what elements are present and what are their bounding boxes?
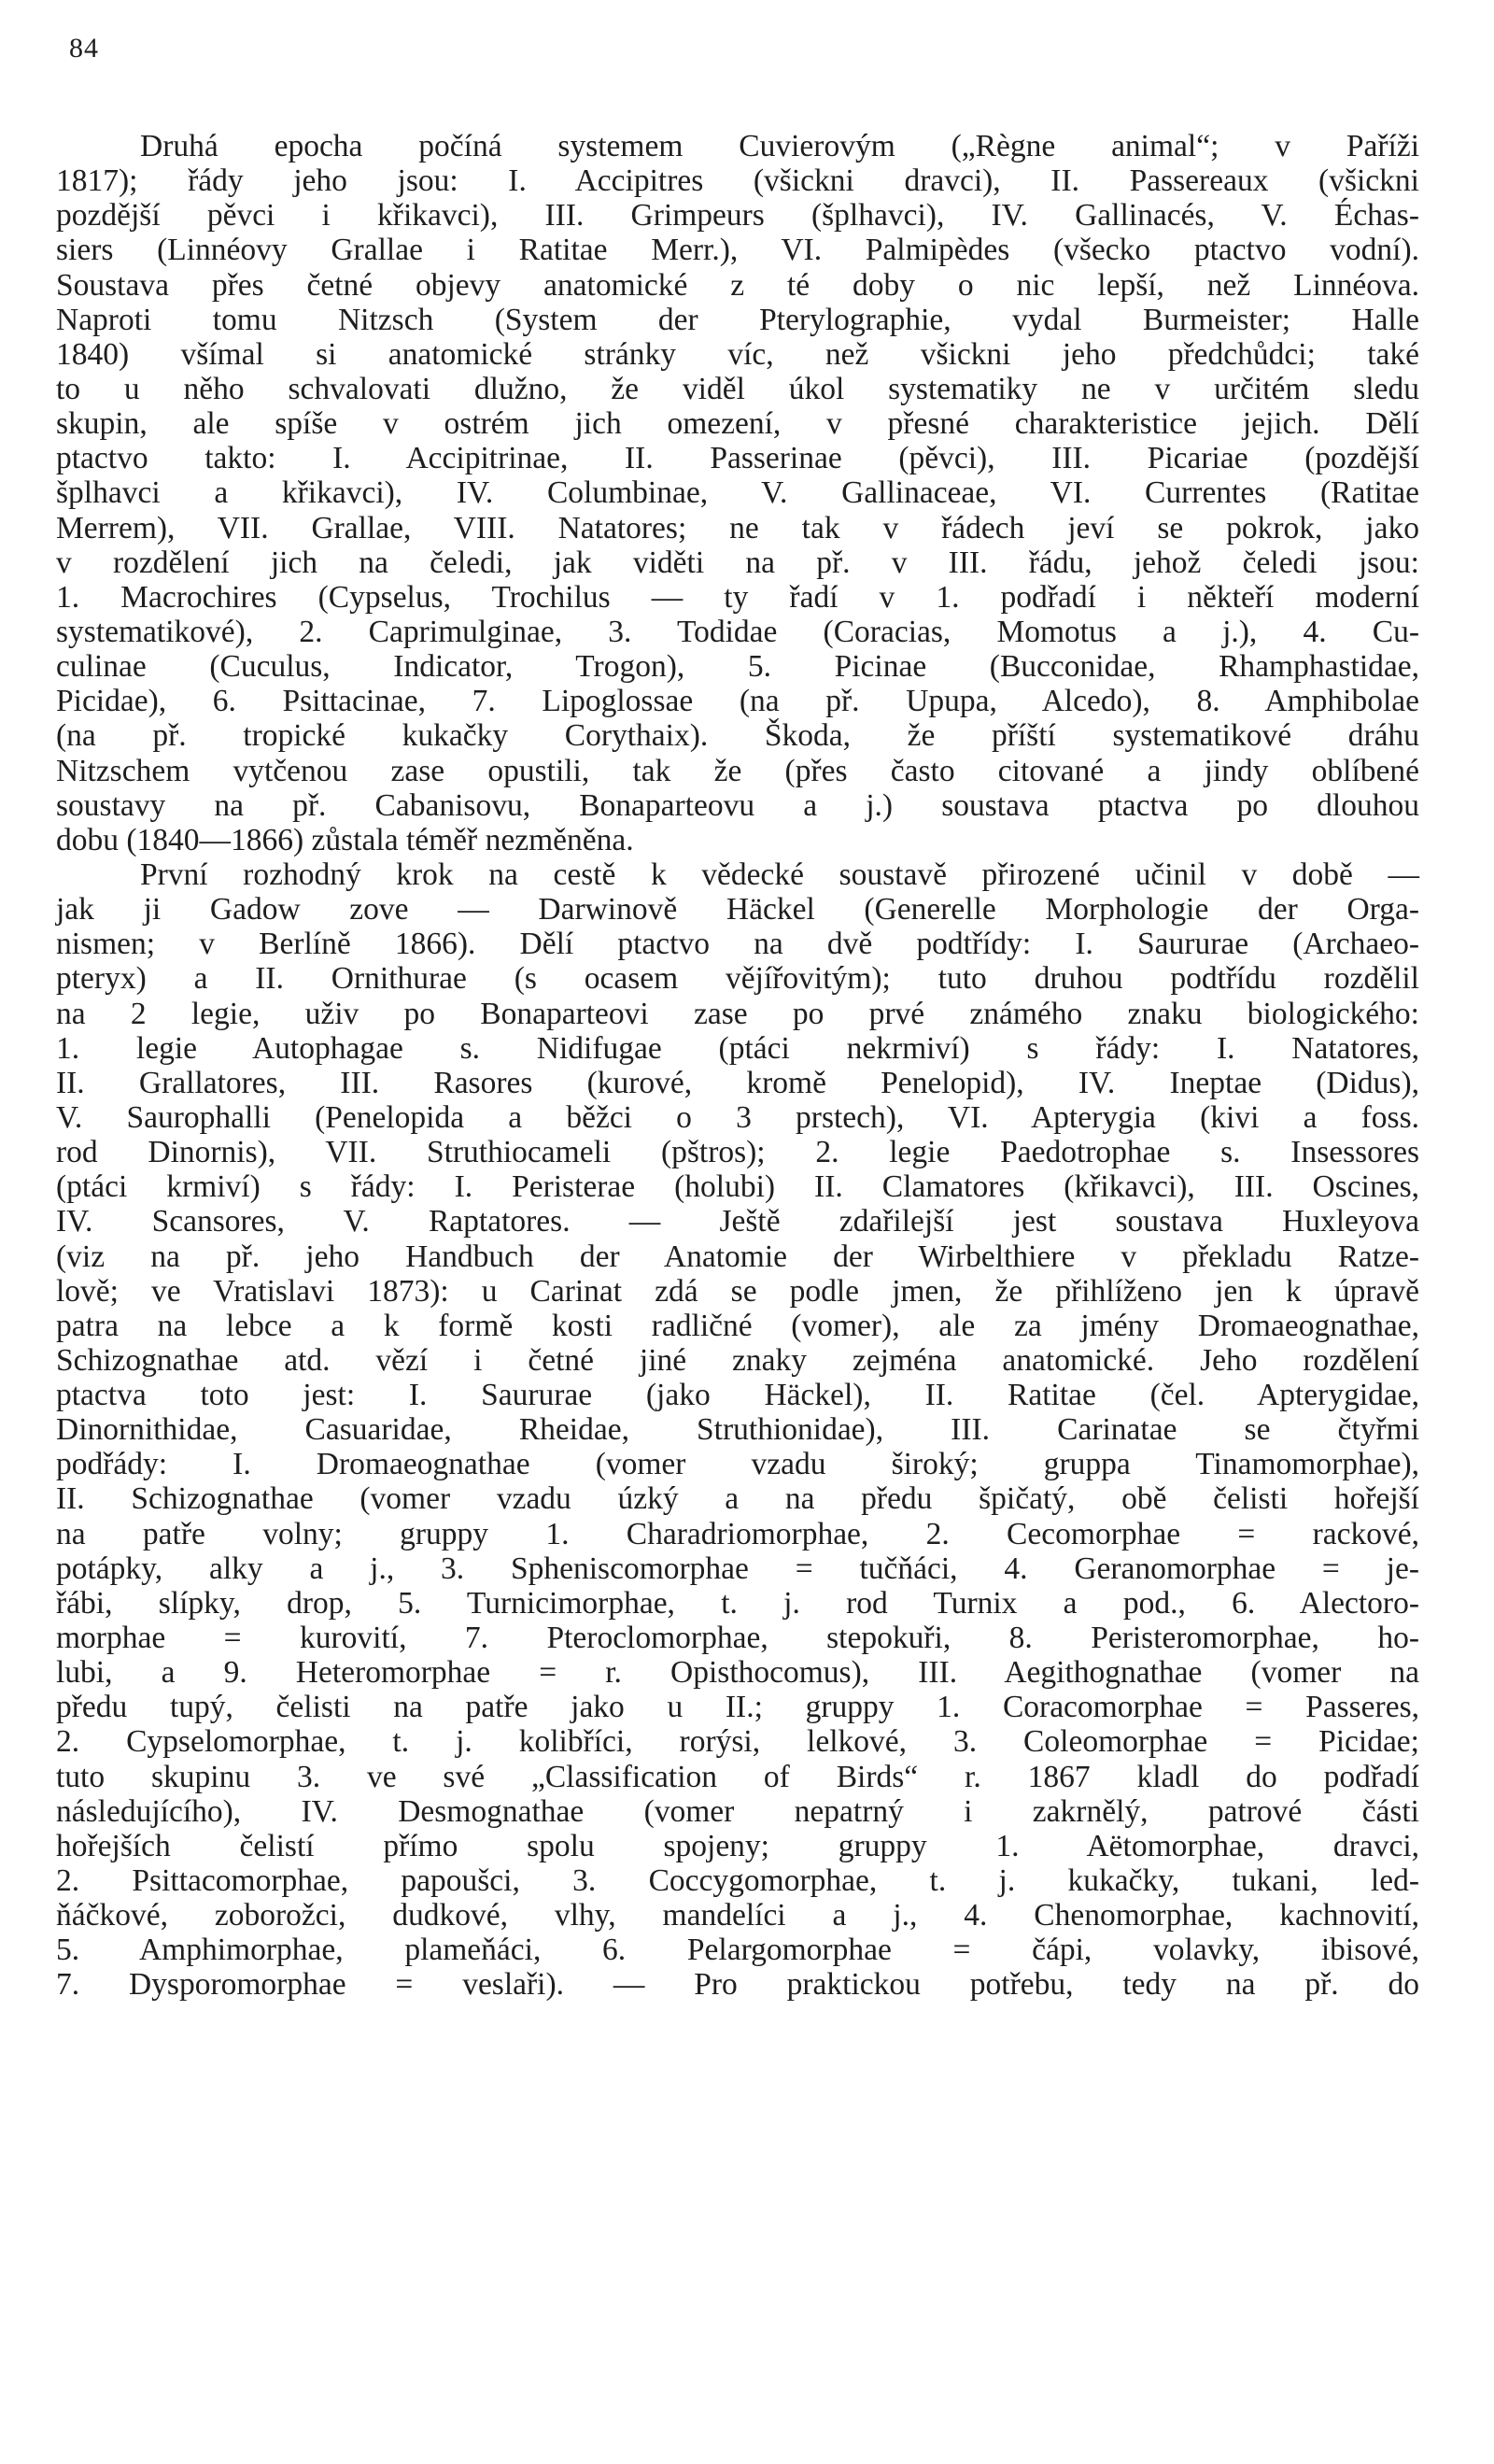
text-line: siers (Linnéovy Grallae i Ratitae Merr.), VI. Palmipèdes (všecko ptactvo vodní). — [56, 233, 1419, 268]
text-line: šplhavci a křikavci), IV. Columbinae, V. Gallinaceae, VI. Currentes (Ratitae — [56, 475, 1419, 511]
text-line: skupin, ale spíše v ostrém jich omezení, v přesné charakteristice jejich. Dělí — [56, 406, 1419, 442]
text-line: 2. Cypselomorphae, t. j. kolibříci, rorýsi, lelkové, 3. Coleomorphae = Picidae; — [56, 1724, 1419, 1760]
text-line: soustavy na př. Cabanisovu, Bonaparteovu a j.) soustava ptactva po dlouhou — [56, 787, 1419, 823]
text-line: (viz na př. jeho Handbuch der Anatomie der Wirbelthiere v překladu Ratze- — [56, 1239, 1419, 1274]
text-line: systematikové), 2. Caprimulginae, 3. Todidae (Coracias, Momotus a j.), 4. Cu- — [56, 614, 1419, 649]
text-line: Merrem), VII. Grallae, VIII. Natatores; ne tak v řádech jeví se pokrok, jako — [56, 510, 1419, 545]
text-line: následujícího), IV. Desmognathae (vomer nepatrný i zakrnělý, patrové části — [56, 1793, 1419, 1829]
text-line: ptactva toto jest: I. Saururae (jako Häckel), II. Ratitae (čel. Apterygidae, — [56, 1378, 1419, 1413]
text-line: podřády: I. Dromaeognathae (vomer vzadu široký; gruppa Tinamomorphae), — [56, 1447, 1419, 1482]
text-line: 7. Dysporomorphae = veslaři). — Pro praktickou potřebu, tedy na př. do — [56, 1967, 1419, 2003]
text-line: rod Dinornis), VII. Struthiocameli (pštros); 2. legie Paedotrophae s. Insessores — [56, 1135, 1419, 1170]
text-line: nismen; v Berlíně 1866). Dělí ptactvo na dvě podtřídy: I. Saururae (Archaeo- — [56, 927, 1419, 962]
text-line: V. Saurophalli (Penelopida a běžci o 3 prstech), VI. Apterygia (kivi a foss. — [56, 1099, 1419, 1135]
text-line: Druhá epocha počíná systemem Cuvierovým („Règne animal“; v Paříži — [140, 129, 1419, 163]
text-body — [56, 129, 1419, 2003]
text-line: 1817); řády jeho jsou: I. Accipitres (všickni dravci), II. Passereaux (všickni — [56, 163, 1419, 199]
text-line: (na př. tropické kukačky Corythaix). Škoda, že příští systematikové dráhu — [56, 718, 1419, 754]
text-line: morphae = kurovití, 7. Pteroclomorphae, stepokuři, 8. Peristeromorphae, ho- — [56, 1621, 1419, 1656]
text-line: lově; ve Vratislavi 1873): u Carinat zdá se podle jmen, že přihlíženo jen k úpravě — [56, 1273, 1419, 1309]
text-line: Naproti tomu Nitzsch (System der Pterylographie, vydal Burmeister; Halle — [56, 302, 1419, 337]
text-line: 2. Psittacomorphae, papoušci, 3. Coccygomorphae, t. j. kukačky, tukani, led- — [56, 1863, 1419, 1899]
text-line: na 2 legie, uživ po Bonaparteovi zase po prvé známého znaku biologického: — [56, 996, 1419, 1031]
text-line: (ptáci krmiví) s řády: I. Peristerae (holubi) II. Clamatores (křikavci), III. Oscines, — [56, 1169, 1419, 1205]
text-line: jak ji Gadow zove — Darwinově Häckel (Generelle Morphologie der Orga- — [56, 892, 1419, 928]
text-line: IV. Scansores, V. Raptatores. — Ještě zdařilejší jest soustava Huxleyova — [56, 1204, 1419, 1239]
text-line: Nitzschem vytčenou zase opustili, tak že (přes často citované a jindy oblíbené — [56, 753, 1419, 788]
text-line: to u něho schvalovati dlužno, že viděl úkol systematiky ne v určitém sledu — [56, 371, 1419, 406]
text-line: potápky, alky a j., 3. Spheniscomorphae = tučňáci, 4. Geranomorphae = je- — [56, 1551, 1419, 1586]
text-line: Soustava přes četné objevy anatomické z té doby o nic lepší, než Linnéova. — [56, 267, 1419, 303]
text-line: Dinornithidae, Casuaridae, Rheidae, Struthionidae), III. Carinatae se čtyřmi — [56, 1412, 1419, 1448]
text-line: ňáčkové, zoborožci, dudkové, vlhy, mandelíci a j., 4. Chenomorphae, kachnovití, — [56, 1898, 1419, 1933]
text-line: 1840) všímal si anatomické stránky víc, než všickni jeho předchůdci; také — [56, 336, 1419, 372]
text-line: Picidae), 6. Psittacinae, 7. Lipoglossae (na př. Upupa, Alcedo), 8. Amphibolae — [56, 684, 1419, 719]
text-line: v rozdělení jich na čeledi, jak viděti na př. v III. řádu, jehož čeledi jsou: — [56, 545, 1419, 580]
text-line: lubi, a 9. Heteromorphae = r. Opisthocomus), III. Aegithognathae (vomer na — [56, 1655, 1419, 1691]
page-number: 84 — [69, 33, 99, 64]
text-line: pteryx) a II. Ornithurae (s ocasem vějířovitým); tuto druhou podtřídu rozdělil — [56, 961, 1419, 997]
text-line: II. Schizognathae (vomer vzadu úzký a na předu špičatý, obě čelisti hořejší — [56, 1481, 1419, 1517]
text-line: První rozhodný krok na cestě k vědecké soustavě přirozené učinil v době — — [140, 857, 1419, 892]
text-line: tuto skupinu 3. ve své „Classification of Birds“ r. 1867 kladl do podřadí — [56, 1759, 1419, 1794]
text-line: 1. Macrochires (Cypselus, Trochilus — ty řadí v 1. podřadí i někteří moderní — [56, 579, 1419, 615]
text-line: 1. legie Autophagae s. Nidifugae (ptáci nekrmiví) s řády: I. Natatores, — [56, 1030, 1419, 1066]
text-line: předu tupý, čelisti na patře jako u II.; gruppy 1. Coracomorphae = Passeres, — [56, 1690, 1419, 1725]
text-line: řábi, slípky, drop, 5. Turnicimorphae, t. j. rod Turnix a pod., 6. Alectoro- — [56, 1585, 1419, 1621]
text-line: ptactvo takto: I. Accipitrinae, II. Passerinae (pěvci), III. Picariae (pozdější — [56, 441, 1419, 476]
text-line: culinae (Cuculus, Indicator, Trogon), 5. Picinae (Bucconidae, Rhamphastidae, — [56, 649, 1419, 685]
text-line: II. Grallatores, III. Rasores (kurové, kromě Penelopid), IV. Ineptae (Didus), — [56, 1065, 1419, 1100]
text-line: hořejších čelistí přímo spolu spojeny; gruppy 1. Aëtomorphae, dravci, — [56, 1828, 1419, 1863]
text-line: Schizognathae atd. vězí i četné jiné znaky zejména anatomické. Jeho rozdělení — [56, 1342, 1419, 1378]
text-line: dobu (1840—1866) zůstala téměř nezměněna. — [56, 822, 634, 857]
text-line: pozdější pěvci i křikavci), III. Grimpeurs (šplhavci), IV. Gallinacés, V. Échas- — [56, 198, 1419, 234]
text-line: na patře volny; gruppy 1. Charadriomorphae, 2. Cecomorphae = rackové, — [56, 1516, 1419, 1551]
text-line: 5. Amphimorphae, plameňáci, 6. Pelargomorphae = čápi, volavky, ibisové, — [56, 1933, 1419, 1968]
text-line: patra na lebce a k formě kosti radličné (vomer), ale za jmény Dromaeognathae, — [56, 1308, 1419, 1343]
